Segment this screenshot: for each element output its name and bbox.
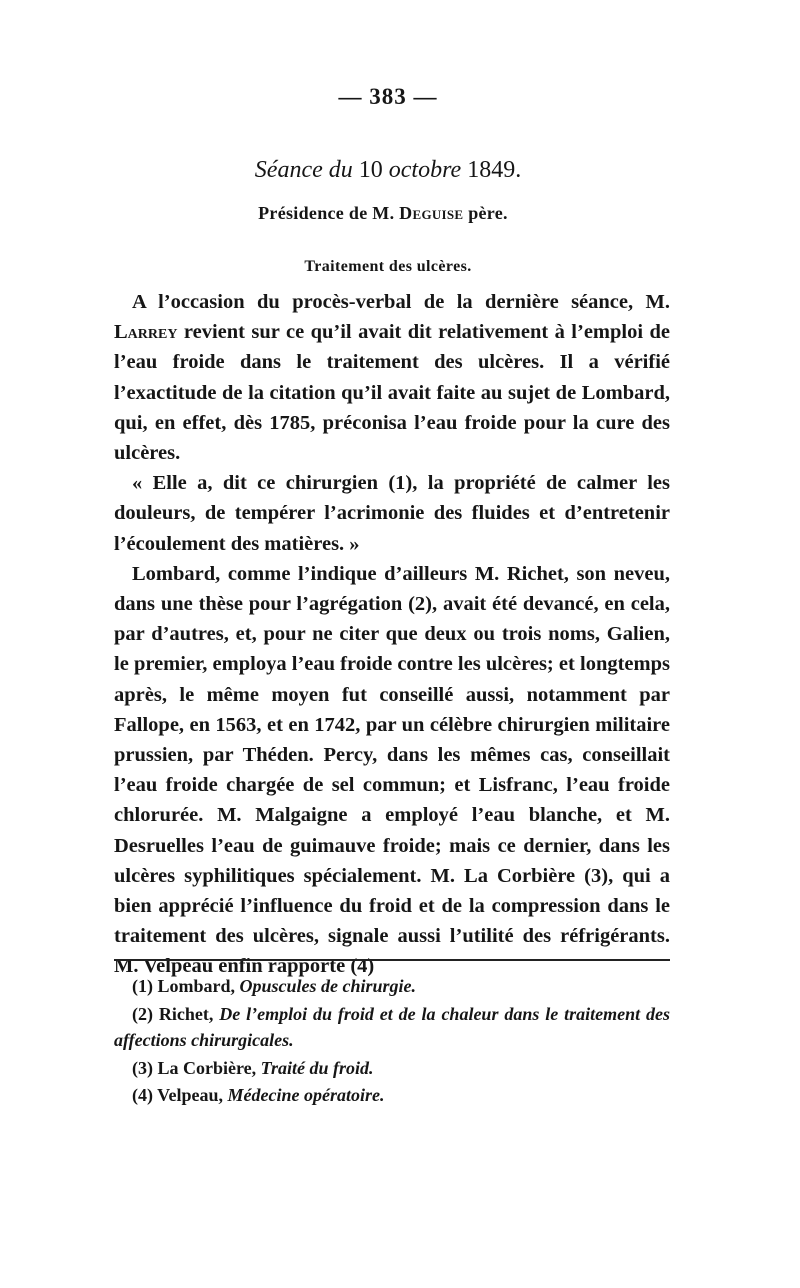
paragraph-1-start: A l’occasion du procès-verbal de la dernière séance, M. xyxy=(132,291,670,313)
footnote-marker: (2) xyxy=(132,1003,153,1024)
session-heading xyxy=(0,157,776,184)
paragraph-3: Lombard, comme l’indique d’ailleurs M. Richet, son neveu, dans une thèse pour l’agrégation (2), avait été devancé, en cela, par d’autres, et, pour ne citer que deux ou trois noms, Galien, le premier, employa l’eau froide contre les ulcères; et longtemps après, le même moyen fut conseillé aussi, notamment par Fallope, en 1563, et en 1742, par un célèbre chirurgien militaire prussien, par Théden. Percy, dans les mêmes cas, conseillait l’eau froide chargée de sel commun; et Lisfranc, l’eau froide chlorurée. M. Malgaigne a employé l’eau blanche, et M. Desruelles l’eau de guimauve froide; mais ce dernier, dans les ulcères syphilitiques spécialement. M. La Corbière (3), qui a bien apprécié l’influence du froid et de la compression dans le traitement des ulcères, signale aussi l’utilité des réfrigérants. M. Velpeau enfin rapporte (4) xyxy=(114,562,670,978)
footnote-work: Traité du froid. xyxy=(260,1057,374,1078)
paragraph-1 xyxy=(114,287,670,468)
footnote-marker: (3) xyxy=(132,1057,153,1078)
footnote xyxy=(114,1055,670,1082)
presidency-prefix: Présidence de M. xyxy=(258,203,400,223)
session-year: 1849. xyxy=(467,157,522,183)
session-month: octobre xyxy=(382,157,468,183)
footnote-author: Lombard, xyxy=(153,976,240,996)
footnote-marker: (1) xyxy=(132,976,153,996)
session-prefix: Séance du xyxy=(254,157,359,183)
footnote-author: Velpeau, xyxy=(153,1085,228,1105)
footnote xyxy=(114,1001,670,1054)
session-day: 10 xyxy=(358,157,383,183)
presidency-suffix: père. xyxy=(463,203,508,223)
footnote-author: Richet, xyxy=(153,1003,220,1024)
footnote xyxy=(114,1082,670,1109)
section-title: Traitement des ulcères. xyxy=(304,258,472,275)
footnote-work: Opuscules de chirurgie. xyxy=(239,976,417,996)
body-text xyxy=(114,287,670,982)
paragraph-1-rest: revient sur ce qu’il avait dit relativement à l’emploi de l’eau froide dans le traitement des ulcères. Il a vérifié l’exactitude de la citation qu’il avait faite au sujet de Lombard, qui, en effet, dès 1785, préconisa l’eau froide pour la cure des ulcères. xyxy=(114,321,670,465)
footnotes xyxy=(114,973,670,1110)
footnote-author: La Corbière, xyxy=(153,1057,261,1078)
footnote-marker: (4) xyxy=(132,1085,153,1105)
footnote-work: De l’emploi du froid et de la chaleur dans le traitement des affections chirurgicales. xyxy=(114,1003,670,1050)
page-number: — 383 — xyxy=(338,84,438,109)
presidency-line xyxy=(0,203,766,224)
footnote xyxy=(114,973,670,1000)
larrey-name: Larrey xyxy=(114,321,178,344)
president-name: Deguise xyxy=(399,203,464,223)
footnote-work: Médecine opératoire. xyxy=(227,1085,385,1105)
footnote-divider xyxy=(114,959,670,961)
paragraph-2: « Elle a, dit ce chirurgien (1), la propriété de calmer les douleurs, de tempérer l’acrimonie des fluides et d’entretenir l’écoulement des matières. » xyxy=(114,472,670,555)
